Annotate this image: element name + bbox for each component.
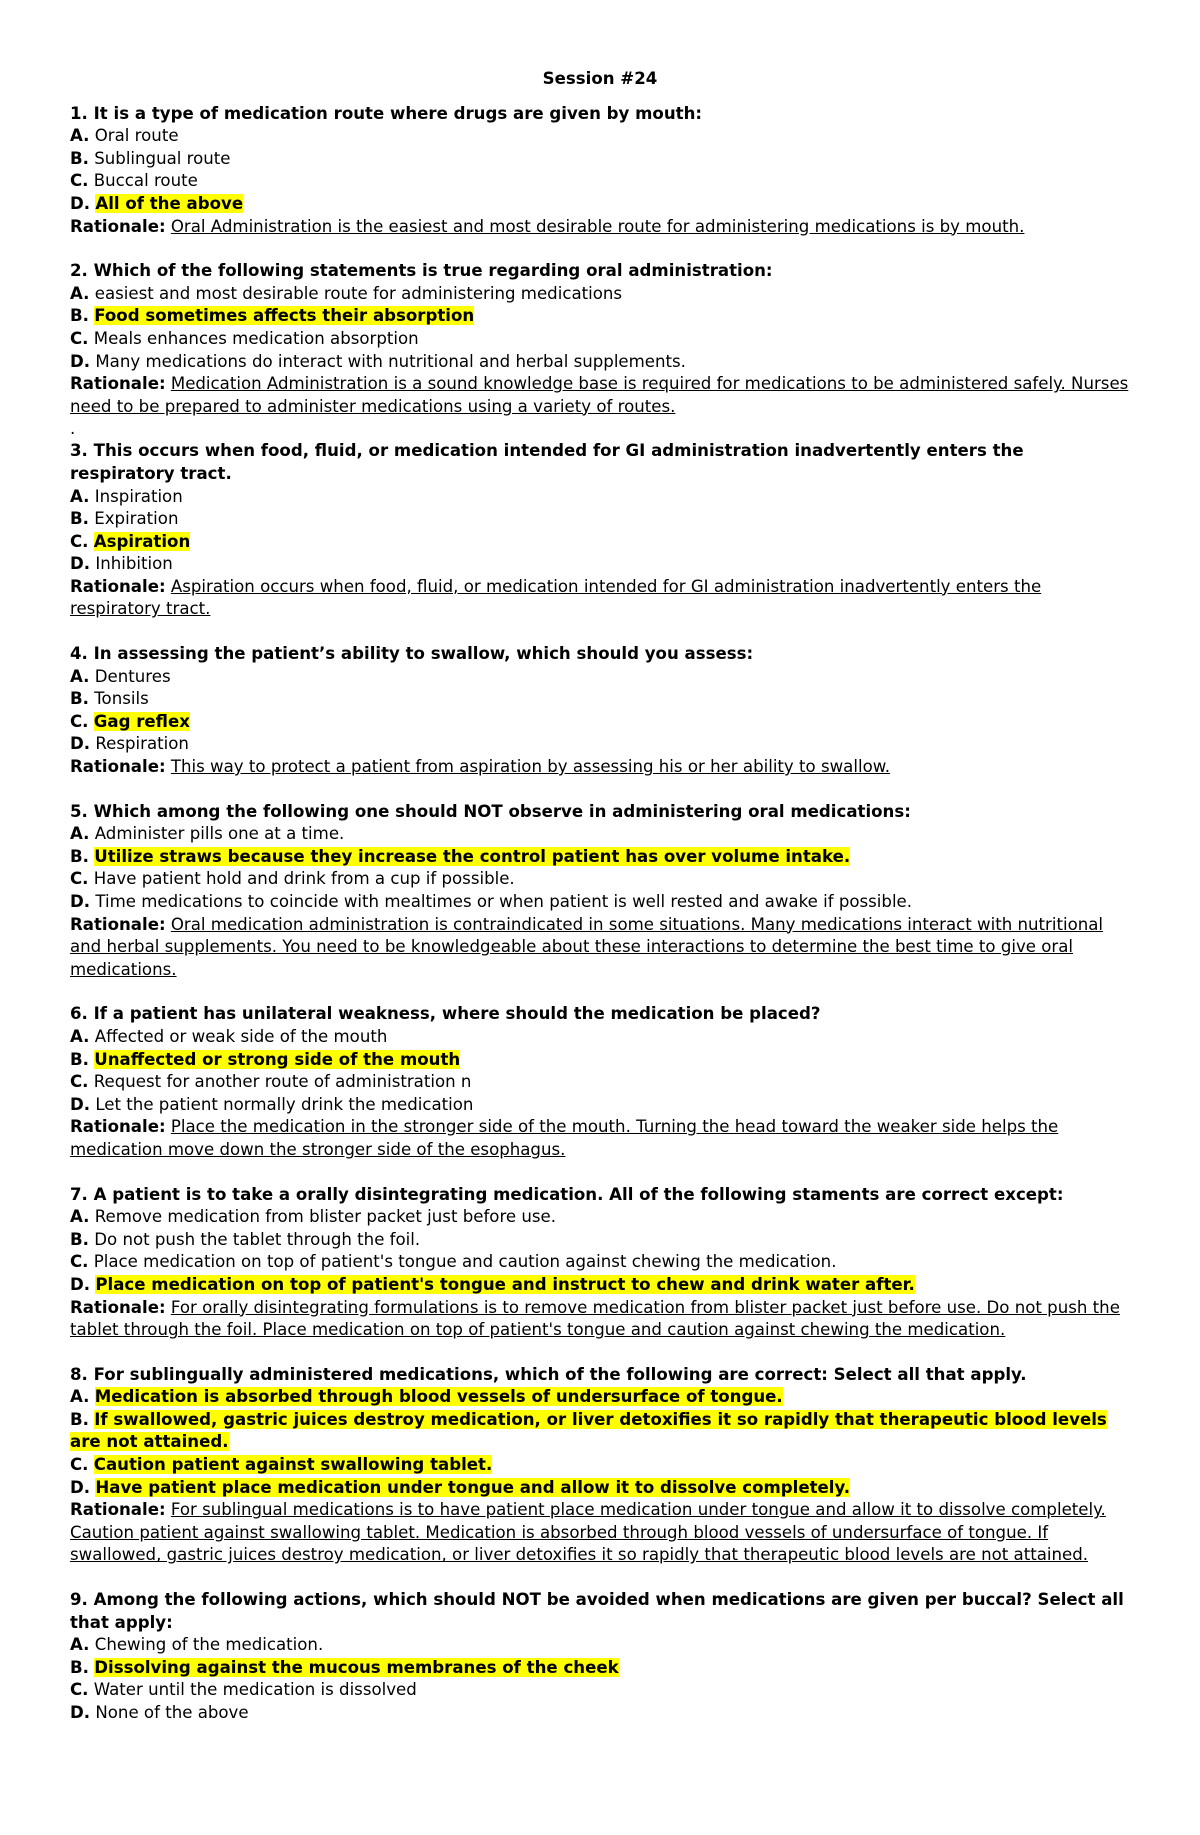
rationale [70, 216, 1130, 239]
option-letter: B. [70, 1657, 89, 1677]
option-letter: C. [70, 328, 89, 348]
rationale-text: Medication Administration is a sound knowledge base is required for medications to be administered safely. Nurses need to be prepared to administer medications using a variety of routes. [70, 374, 1129, 416]
correct-answer-highlight: Place medication on top of patient's tongue and instruct to chew and drink water after. [95, 1274, 915, 1294]
option-text: Chewing of the medication. [94, 1635, 324, 1655]
option-letter: C. [70, 1072, 89, 1092]
option-text: Many medications do interact with nutritional and herbal supplements. [95, 351, 686, 371]
question-block [70, 418, 1130, 621]
rationale-text: Oral medication administration is contraindicated in some situations. Many medications interact with nutritional and herbal supplements. You need to be knowledgeable about these interactions to determine the best time to give oral medications. [70, 914, 1104, 979]
option-text: Inspiration [94, 486, 183, 506]
answer-option [70, 1657, 1130, 1680]
option-letter: B. [70, 1409, 89, 1429]
answer-option [70, 1409, 1130, 1454]
option-letter: A. [70, 126, 90, 146]
answer-option [70, 1477, 1130, 1500]
option-letter: D. [70, 892, 91, 911]
option-letter: B. [70, 846, 89, 866]
answer-option [70, 868, 1130, 891]
option-text: Respiration [95, 734, 189, 754]
option-letter: A. [70, 824, 90, 844]
rationale [70, 576, 1130, 621]
option-letter: A. [70, 1387, 90, 1407]
answer-option [70, 508, 1130, 531]
option-text: Tonsils [94, 689, 149, 709]
rationale-label: Rationale: [70, 757, 166, 777]
question-text: 8. For sublingually administered medications, which of the following are correct: Select all that apply. [70, 1364, 1027, 1384]
option-letter: C. [70, 1680, 89, 1700]
answer-option [70, 666, 1130, 689]
answer-option [70, 733, 1130, 756]
option-letter: D. [70, 1274, 91, 1294]
answer-option [70, 891, 1130, 914]
option-letter: D. [70, 1094, 91, 1114]
option-letter: C. [70, 869, 89, 889]
correct-answer-highlight: Have patient place medication under tongue and allow it to dissolve completely. [95, 1477, 851, 1497]
answer-option [70, 1229, 1130, 1252]
option-text: Meals enhances medication absorption [93, 328, 419, 348]
option-text: Oral route [94, 126, 179, 146]
answer-option [70, 1274, 1130, 1297]
answer-option [70, 193, 1130, 216]
question-block [70, 1003, 1130, 1161]
rationale [70, 373, 1130, 418]
answer-option [70, 1702, 1130, 1725]
option-letter: B. [70, 306, 89, 326]
question-block [70, 1589, 1130, 1725]
rationale-text: For orally disintegrating formulations is to remove medication from blister packet just before use. Do not push the tablet through the foil. Place medication on top of patient's tongue and caution against chewing the medication. [70, 1297, 1120, 1340]
option-letter: D. [70, 734, 91, 754]
rationale-text: Place the medication in the stronger side of the mouth. Turning the head toward the weaker side helps the medication move down the stronger side of the esophagus. [70, 1117, 1059, 1159]
option-letter: C. [70, 531, 89, 551]
option-letter: C. [70, 171, 89, 191]
question-text: 7. A patient is to take a orally disintegrating medication. All of the following staments are correct except: [70, 1184, 1064, 1204]
answer-option [70, 1634, 1130, 1657]
correct-answer-highlight: Utilize straws because they increase the control patient has over volume intake. [94, 846, 851, 866]
option-text: Affected or weak side of the mouth [94, 1026, 388, 1046]
answer-option [70, 283, 1130, 306]
question-text: 5. Which among the following one should NOT observe in administering oral medications: [70, 801, 911, 821]
correct-answer-highlight: If swallowed, gastric juices destroy medication, or liver detoxifies it so rapidly that therapeutic blood levels are not attained. [70, 1409, 1107, 1452]
page-title: Session #24 [542, 69, 658, 88]
option-letter: D. [70, 193, 91, 213]
correct-answer-highlight: All of the above [95, 193, 244, 213]
answer-option [70, 148, 1130, 171]
question-text: 9. Among the following actions, which should NOT be avoided when medications are given per buccal? Select all that apply: [70, 1590, 1124, 1632]
rationale-text: Aspiration occurs when food, fluid, or medication intended for GI administration inadvertently enters the respiratory tract. [70, 576, 1042, 619]
rationale-label: Rationale: [70, 1117, 166, 1137]
answer-option [70, 351, 1130, 374]
question-block [70, 1184, 1130, 1342]
rationale [70, 914, 1130, 982]
option-text: Request for another route of administration n [93, 1072, 472, 1092]
correct-answer-highlight: Aspiration [93, 531, 191, 551]
rationale-label: Rationale: [70, 576, 166, 596]
rationale [70, 1297, 1130, 1342]
correct-answer-highlight: Caution patient against swallowing tablet. [93, 1455, 493, 1475]
stray-dot: . [70, 419, 76, 439]
option-letter: A. [70, 486, 90, 506]
option-letter: A. [70, 1026, 90, 1046]
correct-answer-highlight: Food sometimes affects their absorption [94, 306, 475, 326]
rationale [70, 756, 1130, 779]
answer-option [70, 688, 1130, 711]
rationale [70, 1499, 1130, 1567]
question-text: 1. It is a type of medication route where drugs are given by mouth: [70, 103, 703, 123]
answer-option [70, 531, 1130, 554]
option-letter: A. [70, 1635, 90, 1655]
question-block [70, 103, 1130, 239]
option-letter: B. [70, 509, 89, 529]
answer-option [70, 1094, 1130, 1117]
question-text: 3. This occurs when food, fluid, or medication intended for GI administration inadvertently enters the respiratory tract. [70, 441, 1024, 483]
option-text: Administer pills one at a time. [94, 824, 345, 844]
rationale-text: This way to protect a patient from aspiration by assessing his or her ability to swallow. [170, 757, 891, 777]
option-text: Dentures [94, 666, 171, 686]
correct-answer-highlight: Gag reflex [93, 711, 190, 731]
option-letter: C. [70, 711, 89, 731]
question-block [70, 643, 1130, 779]
answer-option [70, 553, 1130, 576]
option-text: Time medications to coincide with mealtimes or when patient is well rested and awake if possible. [95, 892, 913, 911]
option-text: Let the patient normally drink the medication [95, 1094, 474, 1114]
option-letter: A. [70, 283, 90, 303]
question-text: 2. Which of the following statements is true regarding oral administration: [70, 261, 773, 281]
option-text: easiest and most desirable route for administering medications [94, 283, 623, 303]
option-letter: B. [70, 1229, 89, 1249]
rationale-label: Rationale: [70, 1500, 166, 1520]
question-block [70, 801, 1130, 982]
option-text: Buccal route [93, 171, 198, 191]
answer-option [70, 1251, 1130, 1274]
answer-option [70, 1679, 1130, 1702]
option-letter: A. [70, 666, 90, 686]
option-text: Remove medication from blister packet just before use. [94, 1207, 557, 1227]
rationale-label: Rationale: [70, 216, 166, 236]
question-block [70, 1364, 1130, 1567]
answer-option [70, 1026, 1130, 1049]
option-text: Expiration [94, 509, 179, 529]
option-text: Have patient hold and drink from a cup if possible. [93, 869, 515, 889]
correct-answer-highlight: Dissolving against the mucous membranes of the cheek [94, 1657, 619, 1677]
option-text: Place medication on top of patient's tongue and caution against chewing the medication. [93, 1252, 837, 1272]
rationale [70, 1116, 1130, 1161]
option-letter: D. [70, 351, 91, 371]
rationale-label: Rationale: [70, 1297, 166, 1317]
answer-option [70, 1206, 1130, 1229]
option-text: Sublingual route [94, 148, 231, 168]
correct-answer-highlight: Unaffected or strong side of the mouth [94, 1049, 461, 1069]
answer-option [70, 846, 1130, 869]
answer-option [70, 328, 1130, 351]
question-text: 6. If a patient has unilateral weakness, where should the medication be placed? [70, 1004, 821, 1024]
option-letter: B. [70, 148, 89, 168]
answer-option [70, 486, 1130, 509]
question-text: 4. In assessing the patient’s ability to swallow, which should you assess: [70, 644, 754, 664]
answer-option [70, 1454, 1130, 1477]
option-letter: C. [70, 1455, 89, 1475]
answer-option [70, 125, 1130, 148]
option-letter: C. [70, 1252, 89, 1272]
correct-answer-highlight: Medication is absorbed through blood vessels of undersurface of tongue. [94, 1387, 783, 1407]
rationale-label: Rationale: [70, 374, 166, 394]
answer-option [70, 305, 1130, 328]
option-text: Inhibition [95, 554, 173, 574]
answer-option [70, 1071, 1130, 1094]
option-letter: A. [70, 1207, 90, 1227]
option-text: None of the above [95, 1703, 249, 1722]
option-letter: B. [70, 1049, 89, 1069]
rationale-text: For sublingual medications is to have patient place medication under tongue and allow it to dissolve completely. Caution patient against swallowing tablet. Medication is absorbed through blood vessels of undersurface of tongue. If swallowed, gastric juices destroy medication, or liver detoxifies it so rapidly that therapeutic blood levels are not attained. [70, 1500, 1106, 1565]
question-block [70, 260, 1130, 418]
answer-option [70, 1386, 1130, 1409]
question-list [70, 103, 1130, 1725]
rationale-label: Rationale: [70, 914, 166, 934]
answer-option [70, 711, 1130, 734]
option-text: Do not push the tablet through the foil. [94, 1229, 421, 1249]
answer-option [70, 823, 1130, 846]
answer-option [70, 170, 1130, 193]
option-letter: D. [70, 1477, 91, 1497]
answer-option [70, 1049, 1130, 1072]
rationale-text: Oral Administration is the easiest and most desirable route for administering medications is by mouth. [170, 216, 1025, 236]
option-letter: D. [70, 1703, 91, 1722]
option-letter: D. [70, 554, 91, 574]
option-letter: B. [70, 689, 89, 709]
option-text: Water until the medication is dissolved [93, 1680, 417, 1700]
